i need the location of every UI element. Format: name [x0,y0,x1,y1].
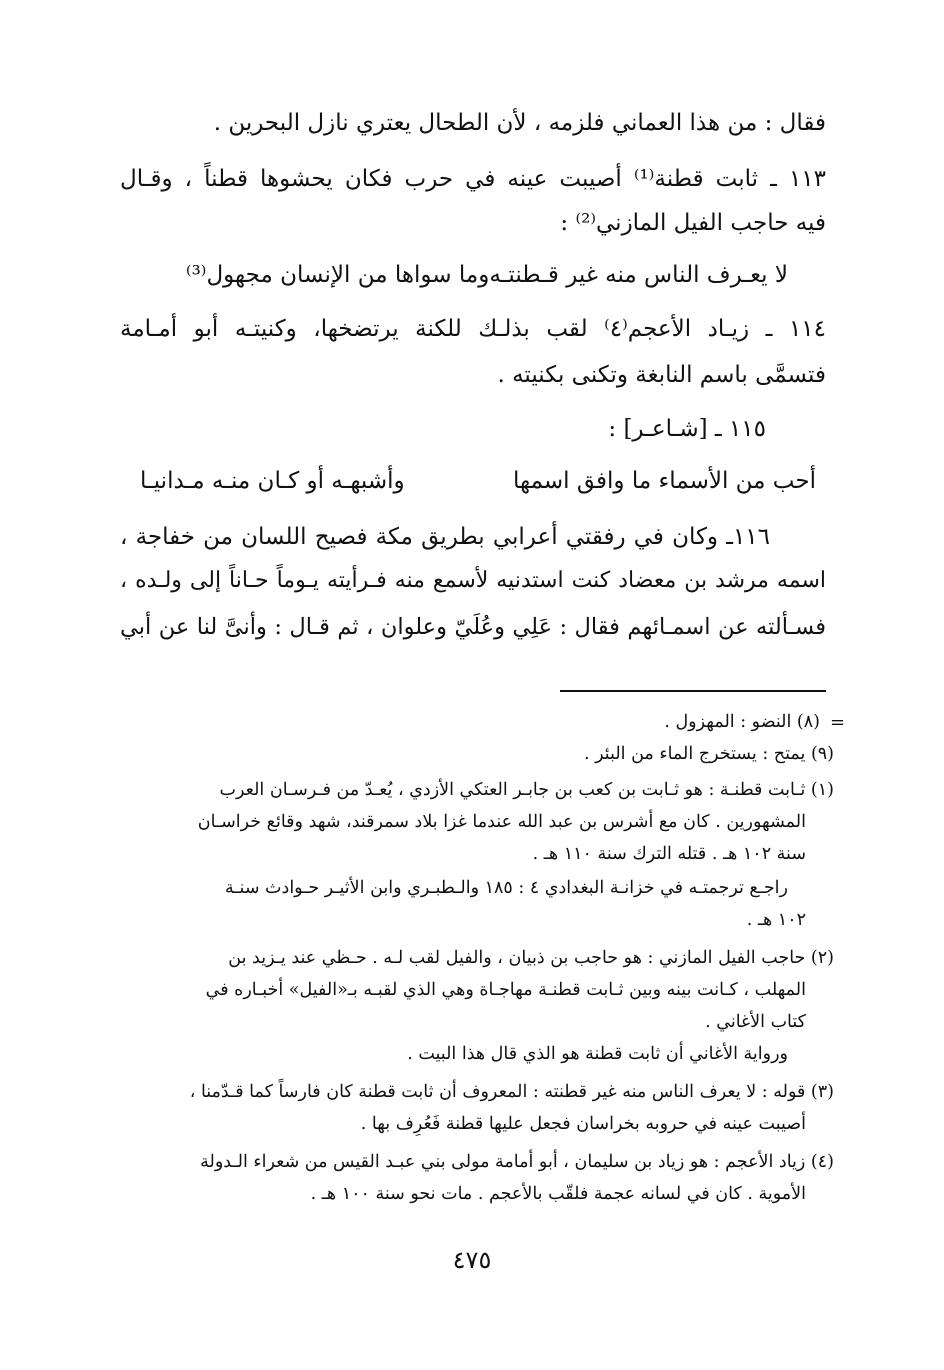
footnote-line: (٨) النضو : المهزول . [664,712,820,732]
verse-hemistich: أحب من الأسماء ما وافق اسمها [512,468,816,494]
text-line: ١١٣ ـ ثابت قطنة⁽¹⁾ أصيبت عينه في حرب فكان يحشوها قطناً ، وقـال [120,166,826,192]
text-line: فتسمَّى باسم النابغة وتكنى بكنيته . [497,362,826,388]
page-number: ٤٧٥ [452,1246,492,1274]
footnote-line: أصيبت عينه في حروبه بخراسان فجعل عليها قطنة فَعُرِف بها . [360,1114,806,1134]
footnote-line: ورواية الأغاني أن ثابت قطنة هو الذي قال هذا البيت . [407,1044,788,1064]
continuation-mark: = [830,712,846,733]
verse-hemistich: وأشبهـه أو كـان منـه مـدانيـا [140,468,405,494]
footnote-line: سنة ١٠٢ هـ . قتله الترك سنة ١١٠ هـ . [532,844,806,864]
text-line: ١١٦ـ وكان في رفقتي أعرابي بطريق مكة فصيح اللسان من خفاجة ، [120,524,770,550]
text-line: ١١٤ ـ زيـاد الأعجم⁽٤⁾ لقب بذلـك للكنة يرتضخها، وكنيتـه أبو أمـامة [120,316,826,342]
footnote-line: الأموية . كان في لسانه عجمة فلقّب بالأعجم . مات نحو سنة ١٠٠ هـ . [310,1184,806,1204]
footnote-line: راجـع ترجمتـه في خزانـة البغدادي ٤ : ١٨٥ والـطبـري وابن الأثيـر حـوادث سنـة [225,878,788,898]
text-line: اسمه مرشد بن معضاد كنت استدنيه لأسمع منه فـرأيته يـوماً حـاناً إلى ولـده ، [120,568,826,593]
footnote-line: (٢) حاجب الفيل المازني : هو حاجب بن ذبيان ، والفيل لقب لـه . حـظي عند يـزيد بن [228,948,834,968]
verse-hemistich: لا يعـرف الناس منه غير قـطنتـه [489,262,788,288]
footnote-line: المهلب ، كـانت بينه وبين ثـابت قطنـة مهاجـاة وهي الذي لقبـه بـ«الفيل» أخبـاره في [205,980,806,1000]
text-line: ١١٥ ـ [شـاعـر] : [608,416,766,442]
footnote-line: (٤) زياد الأعجم : هو زياد بن سليمان ، أبو أمامة مولى بني عبـد القيس من شعراء الـدولة [200,1152,834,1172]
footnote-line: كتاب الأغاني . [705,1012,806,1032]
footnote-line: (٣) قوله : لا يعرف الناس منه غير قطنته : المعروف أن ثابت قطنة كان فارساً كما قـدّمنا ، [189,1082,834,1102]
footnote-line: المشهورين . كان مع أشرس بن عبد الله عندما غزا بلاد سمرقند، شهد وقائع خراسـان [197,812,806,832]
verse-hemistich: وما سواها من الإنسان مجهول⁽³⁾ [185,262,490,288]
text-line: فقال : من هذا العماني فلزمه ، لأن الطحال يعتري نازل البحرين . [213,110,826,136]
verse-line [120,262,826,288]
footnote-line: (٩) يمتح : يستخرج الماء من البئر . [583,744,834,764]
footnote-line: (١) ثـابت قطنـة : هو ثـابت بن كعب بن جابـر العتكي الأزدي ، يُعـدّ من فـرسـان العرب [219,780,834,800]
text-line: فسـألته عن اسمـائهم فقال : عَلِي وعُلَيّ وعلوان ، ثم قـال : وأنىَّ لنا عن أبي [120,614,826,640]
text-line: فيه حاجب الفيل المازني⁽²⁾ : [560,210,826,236]
footnote-line: ١٠٢ هـ . [746,910,806,930]
verse-line [120,468,826,494]
footnote-separator [560,690,826,692]
